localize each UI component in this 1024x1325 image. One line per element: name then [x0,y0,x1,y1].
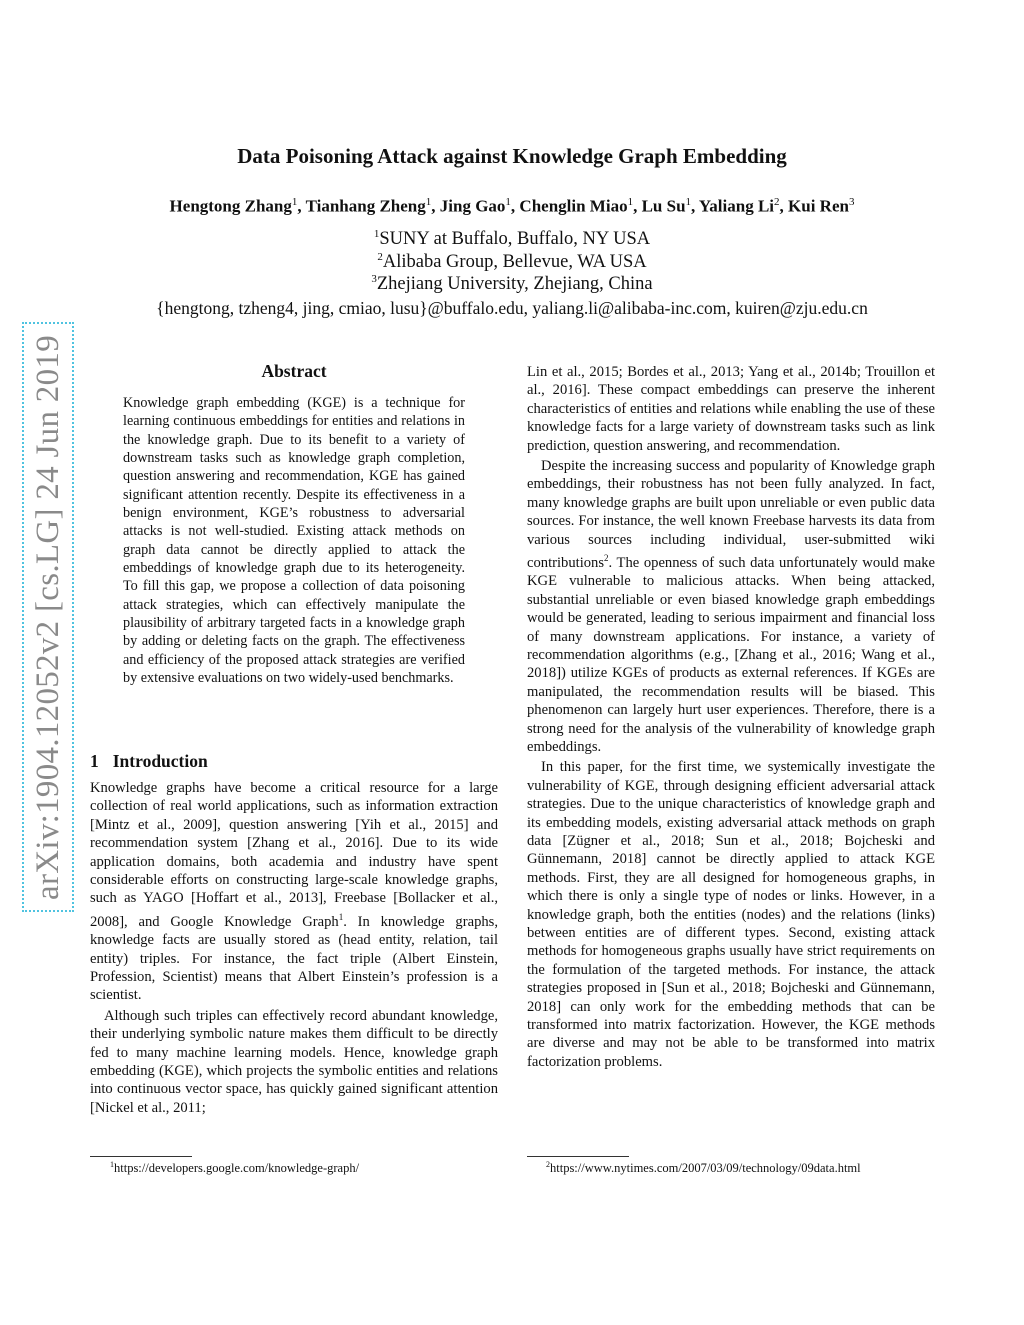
paragraph: Lin et al., 2015; Bordes et al., 2013; Yang et al., 2014b; Trouillon et al., 2016]. These compact embeddings can preserve the inherent characteristics of entities and relations while enabling the use of these knowledge facts for a large variety of downstream tasks such as link prediction, question answering, and recommendation. [527,364,935,454]
author-name: Jing Gao [439,196,506,216]
author-name: Chenglin Miao [519,196,628,216]
author-name: Yaliang Li [698,196,775,216]
affiliation-mark: 2 [377,251,383,263]
footnote-1 [110,1160,359,1176]
footnote-rule [90,1156,192,1157]
affiliation-text: SUNY at Buffalo, Buffalo, NY USA [379,229,651,250]
arxiv-identifier-stamp [22,322,74,912]
footnote-ref: 1 [338,911,344,922]
affiliation-1 [0,228,1024,250]
affiliation-text: Alibaba Group, Bellevue, WA USA [382,252,647,273]
author-name: Hengtong Zhang [169,196,292,216]
author-affiliation-mark: 1 [505,196,511,208]
abstract-text: Knowledge graph embedding (KGE) is a technique for learning continuous embeddings for entities and relations in the knowledge graph. Due to its benefit to a variety of downstream tasks such as knowledge graph completion, question answering and recommendation, KGE has gained significant attention recently. Despite its effectiveness in a benign environment, KGE’s robustness to adversarial attacks is not well-studied. Existing attack methods on graph data cannot be directly applied to attack the embeddings of knowledge graph due to its heterogeneity. To fill this gap, we propose a collection of data poisoning attack strategies, which can effectively manipulate the plausibility of arbitrary targeted facts in a knowledge graph by adding or deleting facts on the graph. The effectiveness and efficiency of the proposed attack strategies are verified by extensive evaluations on two widely-used benchmarks. [123,395,465,687]
footnote-link[interactable]: https://developers.google.com/knowledge-graph/ [114,1161,360,1176]
author-affiliation-mark: 1 [685,196,692,208]
arxiv-identifier-text: arXiv:1904.12052v2 [cs.LG] 24 Jun 2019 [29,334,66,900]
affiliation-2 [0,251,1024,273]
paragraph-text: Knowledge graphs have become a critical resource for a large collection of real world applications, such as information extraction [Mintz et al., 2009], question answering [Yih et al., 2015] and recommendation system [Zhang et al., 2016]. Due to its wide application domains, both academia and industry have spent considerable efforts on constructing large-scale knowledge graphs, such as YAGO [Hoffart et al., 2013], Freebase [Bollacker et al., 2008], and Google Knowledge Graph [90,780,498,930]
left-column-body [90,779,498,1117]
affiliation-3 [0,273,1024,295]
paragraph [527,457,935,756]
author-name: Kui Ren [788,196,849,216]
footnote-mark: 1 [110,1160,114,1169]
author-list: Hengtong Zhang$^1$, Tianhang Zheng$^1$, Jing Gao$^1$, Chenglin Miao$^1$, Lu Su$^1$, Yaliang Li$^2$, Kui Ren$^3$ [169,196,855,216]
author-affiliation-mark: 3 [848,196,855,208]
section-heading-introduction [90,751,208,772]
author-affiliation-mark: 1 [425,196,432,208]
paragraph [90,779,498,1005]
paragraph: Although such triples can effectively record abundant knowledge, their underlying symbolic nature makes them difficult to be directly fed to many machine learning models. Hence, knowledge graph embedding (KGE), which projects the symbolic entities and relations into continuous vector space, has quickly gained significant attention [Nickel et al., 2011; [90,1007,498,1116]
affiliation-mark: 3 [371,273,377,285]
footnote-mark: 2 [546,1160,550,1169]
footnote-link[interactable]: https://www.nytimes.com/2007/03/09/technology/09data.html [550,1161,861,1176]
author-affiliation-mark: 1 [291,196,298,208]
footnote-2 [546,1160,861,1176]
paragraph-text: Despite the increasing success and popularity of Knowledge graph embeddings, their robustness has not been fully analyzed. In fact, many knowledge graphs are built upon unreliable or even public data sources. For instance, the well known Freebase harvests its data from various sources including individual, user-submitted wiki contributions [527,458,935,571]
author-affiliation-mark: 2 [774,196,780,208]
section-title: Introduction [112,751,208,771]
abstract-heading: Abstract [261,361,327,381]
paper-title: Data Poisoning Attack against Knowledge Graph Embedding [237,144,787,168]
right-column-body [527,363,935,1071]
author-affiliation-mark: 1 [627,196,634,208]
footnote-rule [527,1156,629,1157]
author-name: Tianhang Zheng [305,196,426,216]
paragraph-text: . In knowledge graphs, knowledge facts are usually stored as (head entity, relation, tail entity) triples. For instance, the fact triple (Albert Einstein, Profession, Scientist) means that Albert Einstein’s profession is a scientist. [90,913,498,1004]
author-emails: {hengtong, tzheng4, jing, cmiao, lusu}@buffalo.edu, yaliang.li@alibaba-inc.com, kuiren@zju.edu.cn [156,298,868,318]
affiliation-text: Zhejiang University, Zhejiang, China [376,274,653,295]
section-number: 1 [90,751,99,771]
author-name: Lu Su [641,196,686,216]
affiliation-mark: 1 [373,228,380,240]
paragraph: In this paper, for the first time, we systemically investigate the vulnerability of KGE, through designing efficient adversarial attack strategies. Due to the unique characteristics of knowledge graph and its embedding models, existing adversarial attack methods on graph data [Zügner et al., 2018; Sun et al., 2018; Bojcheski and Günnemann, 2018] cannot be directly applied to attack KGE methods. First, they are all designed for homogeneous graphs, in which there is only a single type of nodes or links. However, in a knowledge graph, both the entities (nodes) and the relations (links) between entities are of different types. Second, existing attack methods for homogeneous graphs usually have strict requirements on the formulation of the targeted methods. For instance, the attack strategies proposed in [Sun et al., 2018; Bojcheski and Günnemann, 2018] can only work for the embedding methods that can be transformed into matrix factorization. However, the KGE methods are diverse and may not be able to be transformed into matrix factorization problems. [527,759,935,1070]
paragraph-text: . The openness of such data unfortunately would make KGE vulnerable to malicious attacks. When being attacked, substantial unreliable or even biased knowledge graph embeddings would be generated, leading to serious impairment and financial loss of many downstream applications. For instance, a variety of recommendation algorithms (e.g., [Zhang et al., 2016; Wang et al., 2018]) utilize KGEs of products as external references. If KGEs are manipulated, the recommendation results will be biased. This phenomenon can largely hurt user experiences. Therefore, there is a strong need for the analysis of the vulnerability of knowledge graph embeddings. [527,554,935,755]
footnote-ref: 2 [604,553,609,564]
